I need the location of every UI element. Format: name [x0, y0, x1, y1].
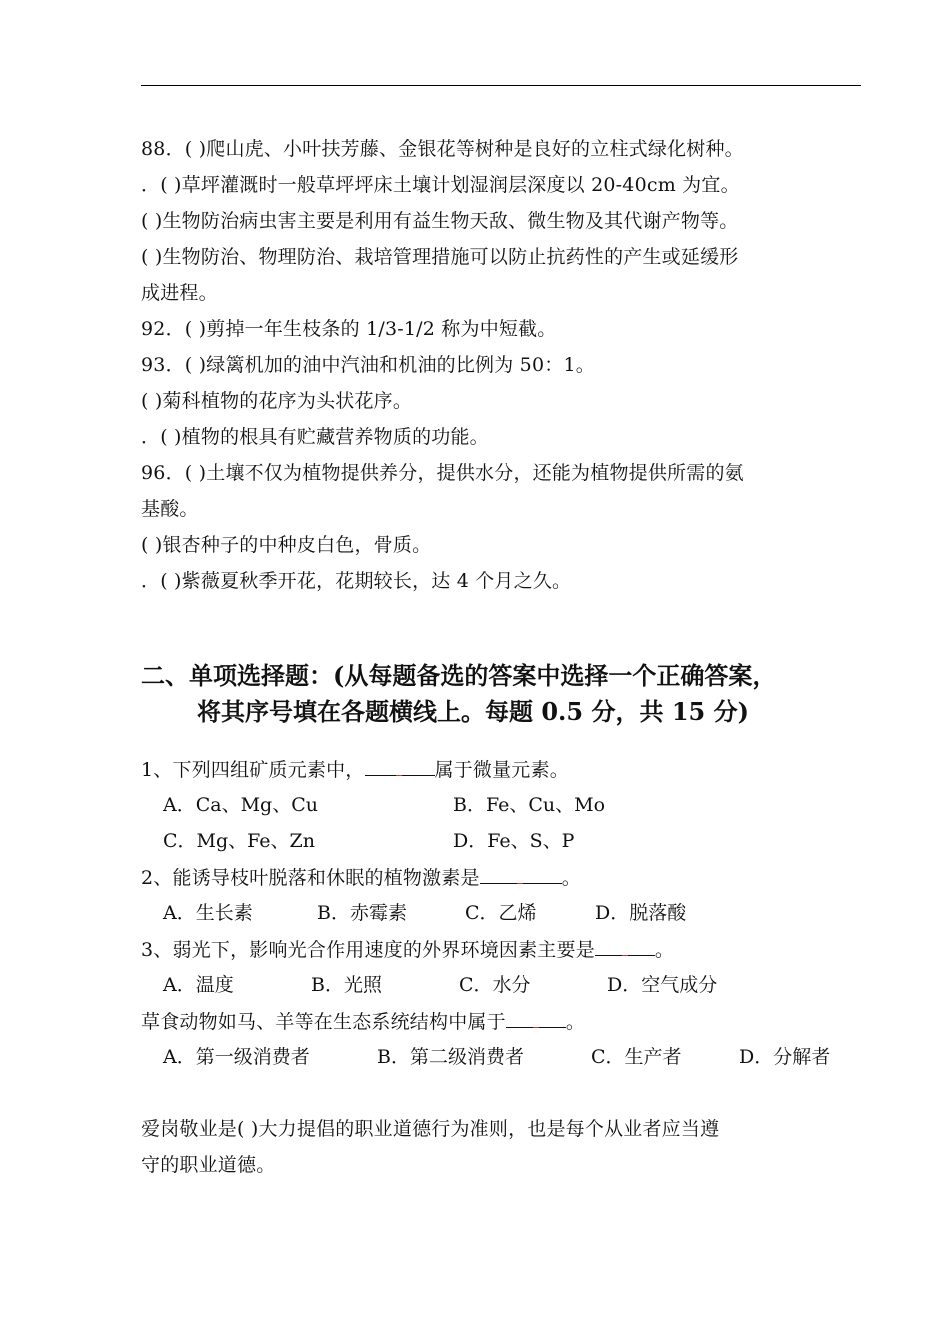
- q3-option-a: A．温度: [163, 974, 234, 996]
- q4-option-d: D．分解者: [739, 1046, 831, 1068]
- q4-option-a: A．第一级消费者: [163, 1046, 310, 1068]
- q4-option-b: B．第二级消费者: [377, 1046, 524, 1068]
- tf-item-97: ( )银杏种子的中种皮白色，骨质。: [141, 534, 432, 556]
- q2-option-b: B．赤霉素: [317, 902, 407, 924]
- q3-option-d: D．空气成分: [607, 974, 718, 996]
- q4-answer-blank[interactable]: [506, 1009, 566, 1028]
- header-rule: [141, 85, 861, 86]
- q1-option-b: B．Fe、Cu、Mo: [453, 794, 606, 816]
- q4-prefix: 草食动物如马、羊等在生态系统结构中属于: [141, 1011, 506, 1033]
- tf-item-93: 93．( )绿篱机加的油中汽油和机油的比例为 50：1。: [141, 354, 595, 376]
- q3-option-b: B．光照: [311, 974, 382, 996]
- question-5-line1: 爱岗敬业是( )大力提倡的职业道德行为准则，也是每个从业者应当遵: [141, 1118, 720, 1140]
- q3-prefix: 3、弱光下，影响光合作用速度的外界环境因素主要是: [141, 939, 595, 961]
- tf-item-89: ．( )草坪灌溉时一般草坪坪床土壤计划湿润层深度以 20-40cm 为宜。: [141, 174, 740, 196]
- section2-heading-line1: 二、单项选择题：(从每题备选的答案中选择一个正确答案，: [141, 661, 777, 690]
- tf-item-96: 96．( )土壤不仅为植物提供养分，提供水分，还能为植物提供所需的氨: [141, 462, 744, 484]
- tf-item-94: ( )菊科植物的花序为头状花序。: [141, 390, 413, 412]
- q1-option-a: A．Ca、Mg、Cu: [163, 794, 318, 816]
- question-1: [141, 757, 569, 782]
- q3-option-c: C．水分: [459, 974, 531, 996]
- q2-prefix: 2、能诱导枝叶脱落和休眠的植物激素是: [141, 867, 480, 889]
- tf-item-96-cont: 基酸。: [141, 498, 199, 520]
- tf-item-90: ( )生物防治病虫害主要是利用有益生物天敌、微生物及其代谢产物等。: [141, 210, 739, 232]
- tf-item-91-cont: 成进程。: [141, 282, 218, 304]
- q1-option-d: D．Fe、S、P: [453, 830, 575, 852]
- q2-option-c: C．乙烯: [465, 902, 537, 924]
- tf-item-91: ( )生物防治、物理防治、栽培管理措施可以防止抗药性的产生或延缓形: [141, 246, 739, 268]
- tf-item-95: ．( )植物的根具有贮藏营养物质的功能。: [141, 426, 489, 448]
- q1-answer-blank[interactable]: [365, 757, 435, 776]
- q1-prefix: 1、下列四组矿质元素中，: [141, 759, 365, 781]
- q1-option-c: C．Mg、Fe、Zn: [163, 830, 315, 852]
- question-3: [141, 937, 674, 962]
- q3-suffix: 。: [654, 939, 675, 961]
- q2-answer-blank[interactable]: [480, 865, 562, 884]
- q1-suffix: 属于微量元素。: [434, 759, 569, 781]
- tf-item-88: 88．( )爬山虎、小叶扶芳藤、金银花等树种是良好的立柱式绿化树种。: [141, 138, 744, 160]
- question-5-line2: 守的职业道德。: [141, 1154, 276, 1176]
- q2-option-d: D．脱落酸: [595, 902, 687, 924]
- tf-item-92: 92．( )剪掉一年生枝条的 1/3-1/2 称为中短截。: [141, 318, 557, 340]
- q2-option-a: A．生长素: [163, 902, 253, 924]
- question-4: [141, 1009, 585, 1034]
- q3-answer-blank[interactable]: [595, 937, 655, 956]
- tf-item-98: ．( )紫薇夏秋季开花，花期较长，达 4 个月之久。: [141, 570, 572, 592]
- question-2: [141, 865, 581, 890]
- q4-option-c: C．生产者: [591, 1046, 682, 1068]
- section2-heading-line2: 将其序号填在各题横线上。每题 0.5 分，共 15 分): [197, 697, 749, 726]
- q2-suffix: 。: [561, 867, 581, 889]
- q4-suffix: 。: [565, 1011, 586, 1033]
